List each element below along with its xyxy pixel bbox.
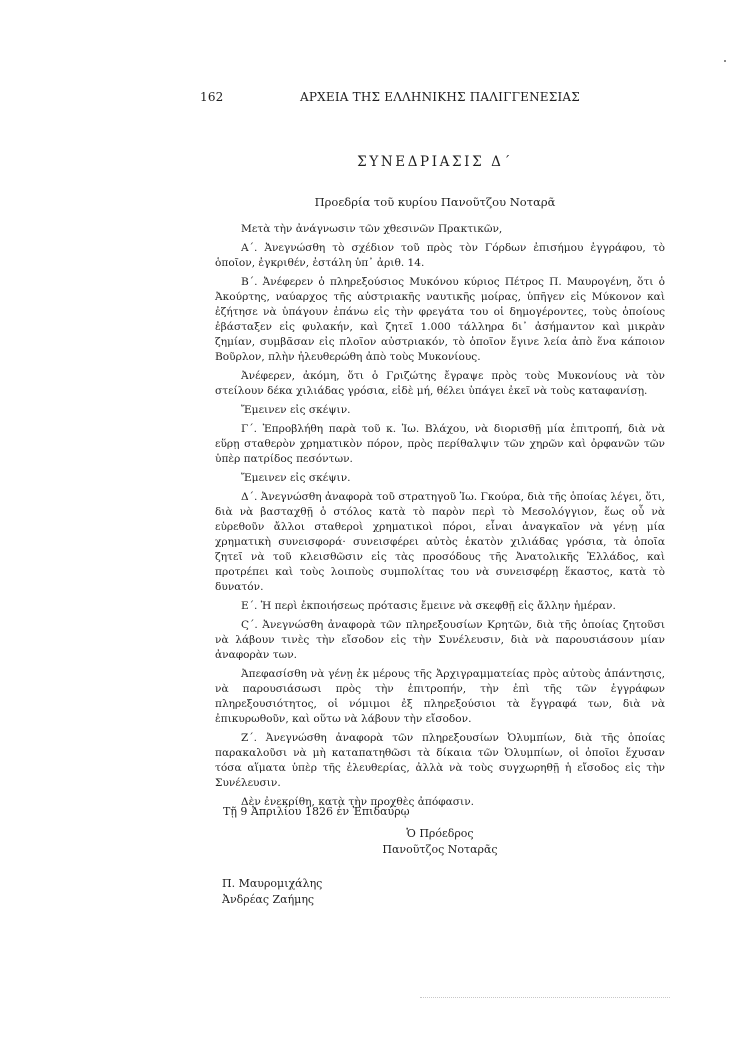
member-signature: Ἀνδρέας Ζαήμης: [222, 893, 315, 906]
member-signature: Π. Μαυρομιχάλης: [222, 877, 323, 890]
president-title: Ὁ Πρόεδρος: [406, 827, 474, 840]
paragraph-item-g-decision: Δὲν ἐνεκρίθη, κατὰ τὴν προχθὲς ἀπόφασιν.: [241, 796, 475, 808]
session-title: ΣΥΝΕΔΡΙΑΣΙΣ Δ΄: [357, 154, 513, 170]
paragraph-item-f: Ϛ΄. Ἀνεγνώσθη ἀναφορὰ τῶν πληρεξουσίων Κρητῶν, διὰ τῆς ὁποίας ζητοῦσι νὰ λάβουν τινὲς τὴν εἴσοδον εἰς τὴν Συνέλευσιν, διὰ νὰ παρουσιάσουν μίαν ἀναφορὰν των.: [215, 619, 665, 661]
member-signatures: [222, 876, 322, 908]
paragraph-item-f-decision: Ἀπεφασίσθη νὰ γένῃ ἐκ μέρους τῆς Ἀρχιγραμματείας πρὸς αὐτοὺς ἀπάντησις, νὰ παρουσιάσωσι πρὸς τὴν ἐπιτροπήν, τὴν ἐπὶ τῆς τῶν ἐγγράφων πληρεξουσιότητος, οἱ νόμιμοι ἐξ πληρεξούσιοι τὰ ἔγγραφά των, διὰ νὰ ἐπικυρωθοῦν, καὶ οὕτω νὰ λάβουν τὴν εἴσοδον.: [215, 668, 665, 725]
paragraph-item-b-cont: Ἀνέφερεν, ἀκόμη, ὅτι ὁ Γριζώτης ἔγραψε πρὸς τοὺς Μυκονίους νὰ τὸν στείλουν δέκα χιλιάδας γρόσια, εἰδὲ μή, θέλει ὑπάγει ἐκεῖ νὰ τοὺς καταφανίσῃ.: [215, 370, 665, 397]
paragraph-item-e: Ε΄. Ἡ περὶ ἐκποιήσεως πρότασις ἔμεινε νὰ σκεφθῇ εἰς ἄλλην ἡμέραν.: [241, 600, 616, 612]
paragraph-item-c: Γ΄. Ἐπροβλήθη παρὰ τοῦ κ. Ἰω. Βλάχου, νὰ διορισθῇ μία ἐπιτροπή, διὰ νὰ εὕρῃ σταθερὸν χρηματικὸν πόρον, πρὸς περίθαλψιν τῶν χηρῶν καὶ ὀρφανῶν τῶν ὑπὲρ πατρίδος πεσόντων.: [215, 423, 665, 465]
date-place-line: Τῇ 9 Ἀπριλίου 1826 ἐν Ἐπιδαύρῳ: [223, 805, 410, 818]
paragraph-intro: Μετὰ τὴν ἀνάγνωσιν τῶν χθεσινῶν Πρακτικῶν,: [241, 223, 503, 235]
paragraph-item-b: Β΄. Ἀνέφερεν ὁ πληρεξούσιος Μυκόνου κύριος Πέτρος Π. Μαυρογένη, ὅτι ὁ Ἀκούρτης, ναύαρχος τῆς αὐστριακῆς ναυτικῆς μοίρας, ὑπῆγεν εἰς Μύκονον καὶ ἐζήτησε νὰ ὑπάγουν ἐπάνω εἰς τὴν φρεγάτα του οἱ δημογέροντες, τοὺς ὁποίους ἐβάσταξεν εἰς φυλακήν, καὶ ζητεῖ 1.000 τάλληρα δι᾿ ἀσήμαντον καὶ μικρὰν ζημίαν, συμβᾶσαν εἰς πλοῖον αὐστριακόν, τὸ ὁποῖον ἔγινε λεία ἀπὸ ἕνα κάποιον Βοῦρλον, πλὴν ἠλευθερώθη ἀπὸ τοὺς Μυκονίους.: [215, 276, 665, 363]
paragraph-item-d: Δ΄. Ἀνεγνώσθη ἀναφορὰ τοῦ στρατηγοῦ Ἰω. Γκούρα, διὰ τῆς ὁποίας λέγει, ὅτι, διὰ νὰ βασταχθῇ ὁ στόλος κατὰ τὸ παρὸν περὶ τὸ Μεσολόγγιον, ἕως οὗ νὰ εὑρεθοῦν ἄλλοι σταθεροὶ χρηματικοὶ πόροι, εἶναι ἀναγκαῖον νὰ γένῃ μία χρηματικὴ συνεισφορά· συνεισφέρει αὐτὸς ἑκατὸν χιλιάδας γρόσια, τὰ ὁποῖα ζητεῖ νὰ τοῦ κλεισθῶσιν εἰς τὰς προσόδους τῆς Ἀνατολικῆς Ἑλλάδος, καὶ προτρέπει καὶ τοὺς λοιποὺς συμπολίτας του νὰ συνεισφέρῃ ἕκαστος, κατὰ τὸ δυνατόν.: [215, 491, 665, 593]
presidency-line: Προεδρία τοῦ κυρίου Πανοῦτζου Νοταρᾶ: [314, 195, 556, 209]
scan-dotted-artifact: [420, 997, 670, 1000]
paragraph-item-a: Α΄. Ἀνεγνώσθη τὸ σχέδιον τοῦ πρὸς τὸν Γόρδων ἐπισήμου ἐγγράφου, τὸ ὁποῖον, ἐγκριθέν, ἐστάλη ὑπ᾿ ἀριθ. 14.: [215, 242, 665, 269]
page-number: 162: [200, 90, 224, 104]
paragraph-deferred-1: Ἔμεινεν εἰς σκέψιν.: [241, 404, 351, 416]
paragraph-deferred-2: Ἔμεινεν εἰς σκέψιν.: [241, 472, 351, 484]
scan-speck: [724, 60, 726, 62]
paragraph-item-g: Ζ΄. Ἀνεγνώσθη ἀναφορὰ τῶν πληρεξουσίων Ὀλυμπίων, διὰ τῆς ὁποίας παρακαλοῦσι νὰ μὴ καταπατηθῶσι τὰ δίκαια τῶν Ὀλυμπίων, οἱ ὁποῖοι ἔχυσαν τόσα αἵματα ὑπὲρ τῆς ἐλευθερίας, ἀλλὰ νὰ τοὺς συγχωρηθῇ ἡ εἴσοδος εἰς τὴν Συνέλευσιν.: [215, 732, 665, 789]
president-name: Πανοῦτζος Νοταρᾶς: [382, 843, 498, 856]
minutes-body: [215, 222, 665, 814]
running-title: ΑΡΧΕΙΑ ΤΗΣ ΕΛΛΗΝΙΚΗΣ ΠΑΛΙΓΓΕΝΕΣΙΑΣ: [300, 90, 580, 104]
president-signature: [360, 826, 520, 858]
